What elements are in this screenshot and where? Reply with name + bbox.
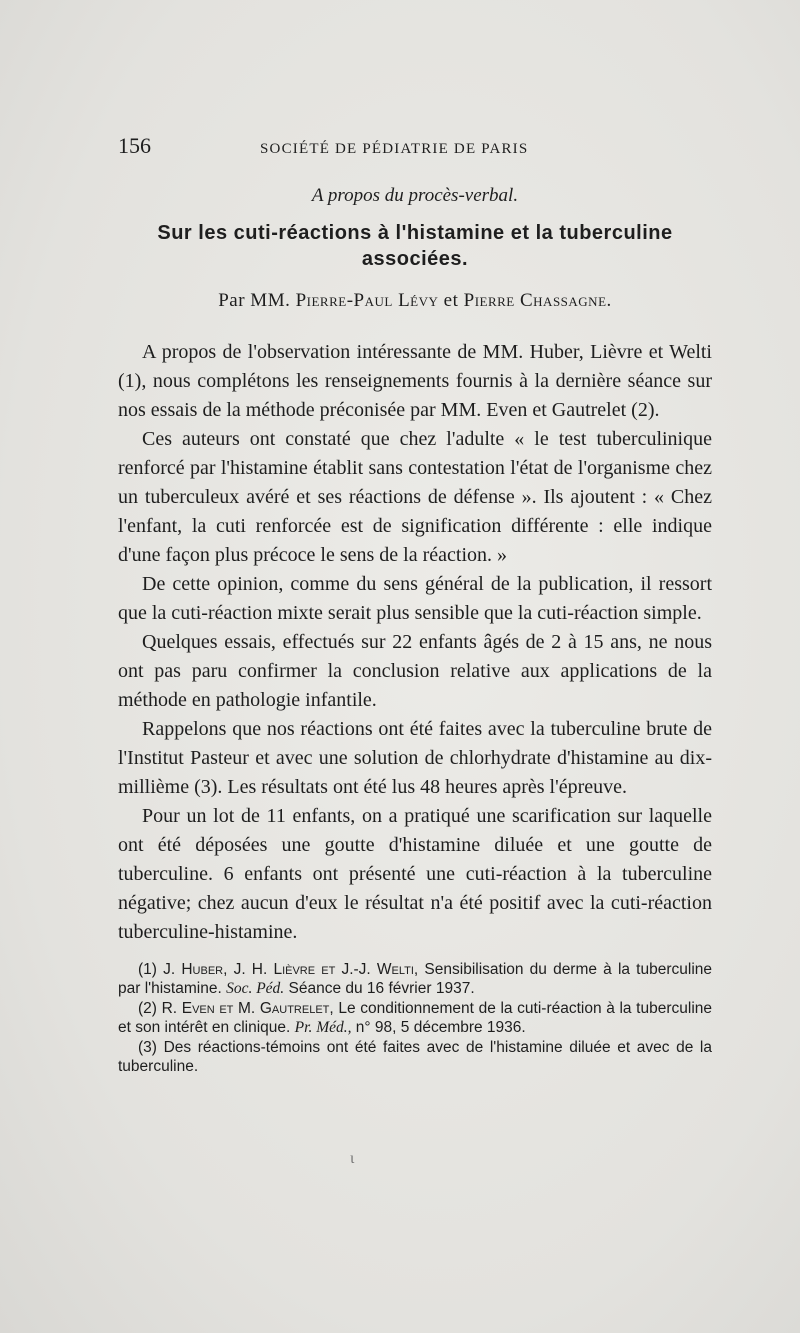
article-body xyxy=(118,182,712,1078)
footnote-3 xyxy=(118,1039,712,1076)
page-header xyxy=(118,133,712,163)
byline-prefix: Par MM. xyxy=(218,290,291,311)
footnote-1 xyxy=(118,961,712,998)
footnote-3-number: (3) xyxy=(138,1039,157,1056)
byline-author-2: Pierre Chassagne. xyxy=(463,290,612,311)
footnote-2-authors: R. Even et M. Gautrelet, xyxy=(161,1000,334,1017)
paragraph-6: Pour un lot de 11 enfants, on a pratiqué une scarification sur laquelle ont été déposées une goutte d'histamine diluée et une goutte de tuberculine. 6 enfants ont présenté une cuti-réaction à la tuberculine négative; chez aucun d'eux le résultat n'a été positif avec la cuti-réaction tuberculine-histamine. xyxy=(118,805,712,943)
byline-author-1: Pierre-Paul Lévy xyxy=(295,290,439,311)
paragraph-1: A propos de l'observation intéressante de MM. Huber, Lièvre et Welti (1), nous complétons les renseignements fournis à la dernière séance sur nos essais de la méthode préconisée par MM. Even et Gautrelet (2). xyxy=(118,341,712,421)
footnotes xyxy=(118,961,712,1076)
footnote-2 xyxy=(118,1000,712,1037)
paragraph-4: Quelques essais, effectués sur 22 enfants âgés de 2 à 15 ans, ne nous ont pas paru confirmer la conclusion relative aux applications de la méthode en pathologie infantile. xyxy=(118,631,712,711)
article-title: Sur les cuti-réactions à l'histamine et la tuberculine associées. xyxy=(157,222,673,270)
paragraph-5: Rappelons que nos réactions ont été faites avec la tuberculine brute de l'Institut Pasteur et avec une solution de chlorhydrate d'histamine au dix-millième (3). Les résultats ont été lus 48 heures après l'épreuve. xyxy=(118,718,712,798)
footnote-2-number: (2) xyxy=(138,1000,157,1017)
footnote-1-authors: J. Huber, J. H. Lièvre et J.-J. Welti, xyxy=(163,961,419,978)
footnote-2-text: Le conditionnement de la cuti-réaction à la tuberculine et son intérêt en clinique. xyxy=(118,1000,712,1036)
article-byline xyxy=(118,286,712,316)
ink-mark-decoration: ɩ xyxy=(350,1150,355,1167)
article-kicker: A propos du procès-verbal. xyxy=(311,185,519,206)
footnote-1-text: Sensibilisation du derme à la tuberculine par l'histamine. xyxy=(118,961,713,997)
page-number: 156 xyxy=(118,133,151,158)
byline-conjunction: et xyxy=(443,290,459,311)
footnote-1-number: (1) xyxy=(138,961,157,978)
footnote-1-rest: Séance du 16 février 1937. xyxy=(288,979,475,997)
paragraph-2: Ces auteurs ont constaté que chez l'adulte « le test tuberculinique renforcé par l'histamine établit sans contestation l'état de l'organisme chez un tuberculeux avéré et ses réactions de défense ». Ils ajoutent : « Chez l'enfant, la cuti renforcée est de signification différente : elle indique d'une façon plus précoce le sens de la réaction. » xyxy=(118,428,712,566)
footnote-2-rest: n° 98, 5 décembre 1936. xyxy=(355,1018,526,1036)
footnote-2-journal: Pr. Méd., xyxy=(294,1018,352,1036)
paragraph-3: De cette opinion, comme du sens général de la publication, il ressort que la cuti-réaction mixte serait plus sensible que la cuti-réaction simple. xyxy=(118,573,712,624)
running-head: SOCIÉTÉ DE PÉDIATRIE DE PARIS xyxy=(260,141,529,157)
footnote-1-journal: Soc. Péd. xyxy=(226,979,285,997)
footnote-3-text: Des réactions-témoins ont été faites avec de l'histamine diluée et avec de la tuberculine. xyxy=(118,1039,712,1075)
